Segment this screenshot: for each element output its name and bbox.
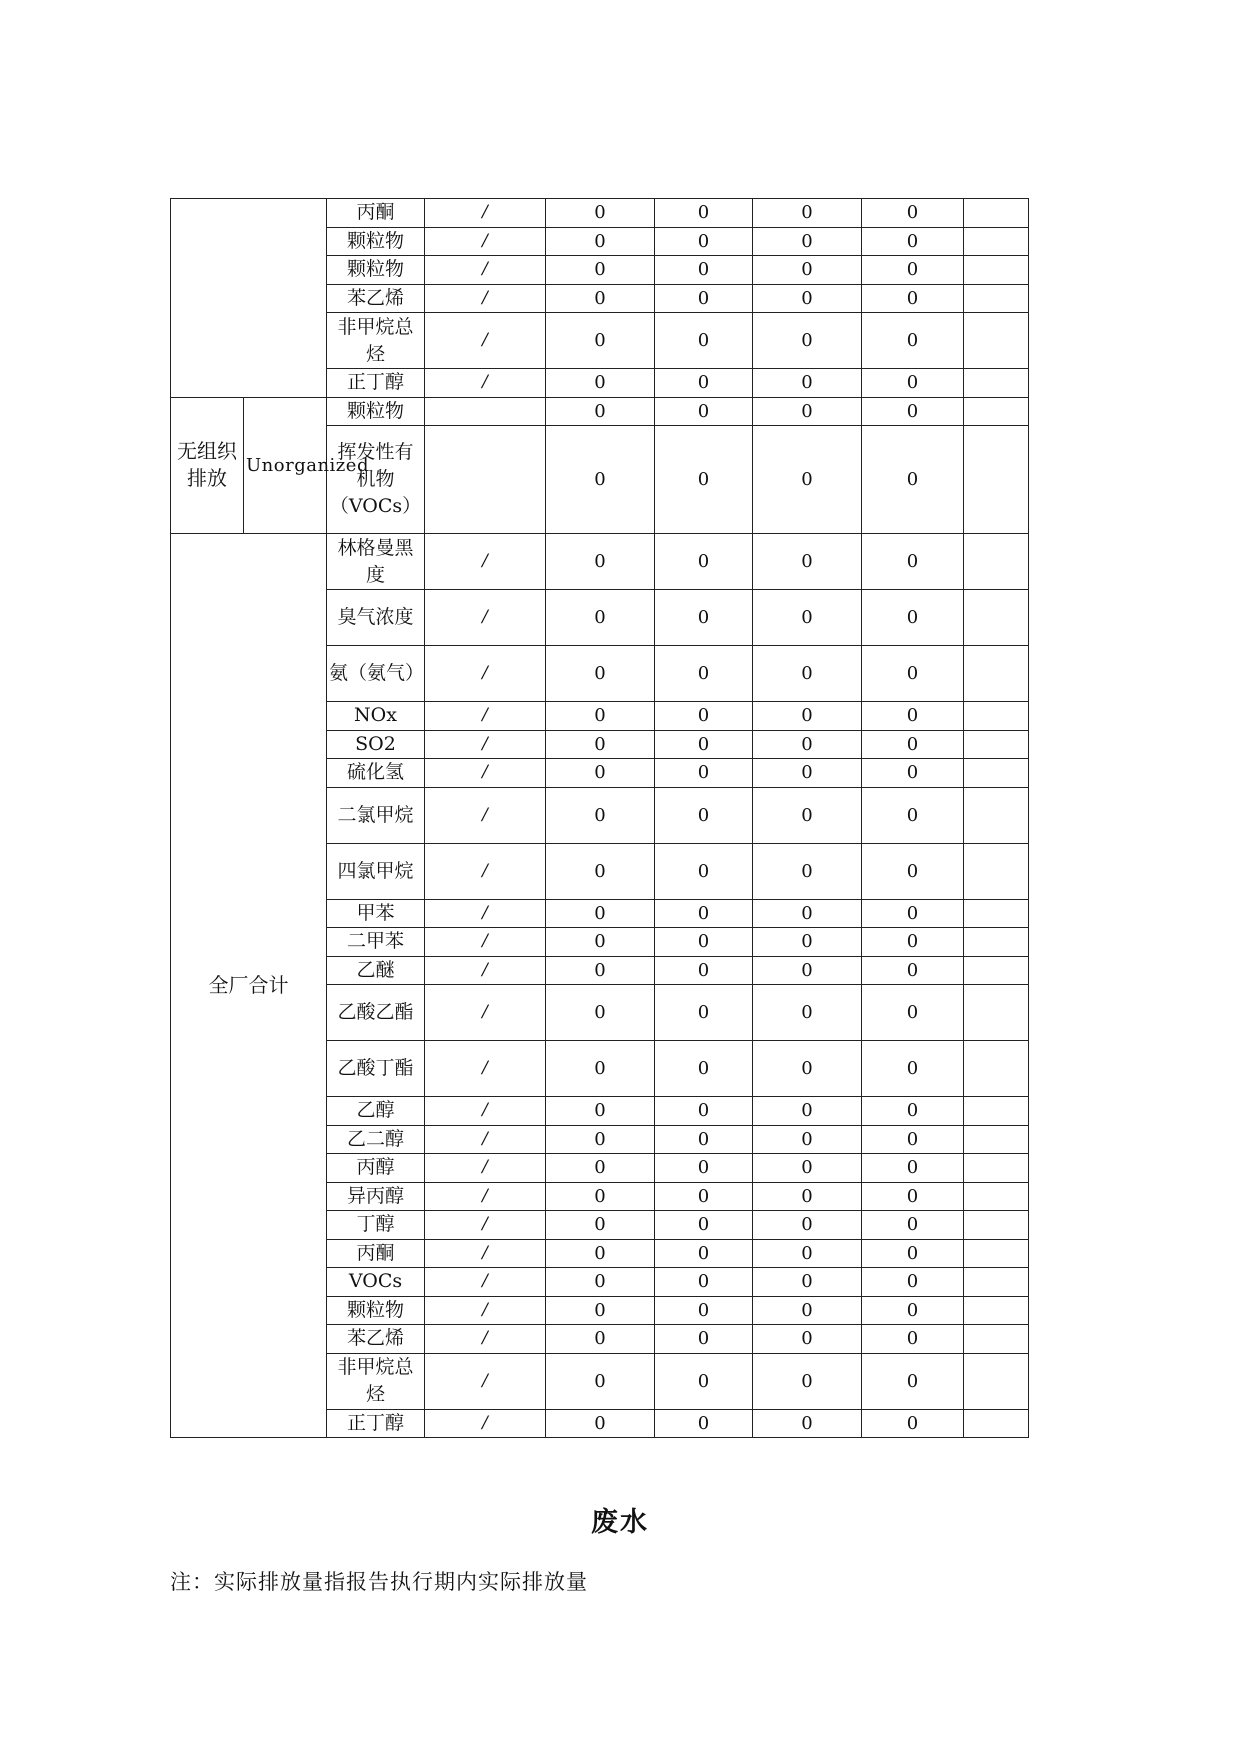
value-cell: 0 (546, 956, 655, 985)
value-cell: 0 (862, 759, 964, 788)
value-cell: 0 (655, 313, 753, 369)
pollutant-name: 甲苯 (327, 899, 425, 928)
value-cell: 0 (546, 1211, 655, 1240)
value-cell: 0 (753, 256, 862, 285)
value-cell: 0 (546, 1296, 655, 1325)
value-cell (964, 899, 1029, 928)
pollutant-name: 颗粒物 (327, 256, 425, 285)
value-cell: 0 (862, 1325, 964, 1354)
value-cell: 0 (753, 899, 862, 928)
value-cell: 0 (753, 1211, 862, 1240)
pollutant-name: 二氯甲烷 (327, 787, 425, 843)
pollutant-name: 异丙醇 (327, 1182, 425, 1211)
value-cell: 0 (546, 1182, 655, 1211)
value-cell (964, 284, 1029, 313)
value-cell (964, 985, 1029, 1041)
value-cell: 0 (753, 843, 862, 899)
value-cell: 0 (862, 702, 964, 731)
value-cell: 0 (753, 590, 862, 646)
value-cell: 0 (546, 730, 655, 759)
value-cell: 0 (546, 1239, 655, 1268)
value-cell: 0 (655, 1211, 753, 1240)
value-cell: 0 (753, 702, 862, 731)
value-cell: 0 (655, 1125, 753, 1154)
pollutant-name: VOCs (327, 1268, 425, 1297)
value-cell: 0 (655, 1154, 753, 1183)
value-cell: 0 (655, 1268, 753, 1297)
separator-cell: / (425, 1211, 546, 1240)
value-cell: 0 (753, 369, 862, 398)
value-cell: 0 (655, 1041, 753, 1097)
separator-cell: / (425, 787, 546, 843)
separator-cell (425, 426, 546, 534)
separator-cell: / (425, 256, 546, 285)
pollutant-name: 乙酸丁酯 (327, 1041, 425, 1097)
value-cell: 0 (546, 1409, 655, 1438)
value-cell: 0 (546, 787, 655, 843)
value-cell (964, 1239, 1029, 1268)
emissions-table (170, 198, 1029, 1438)
separator-cell: / (425, 985, 546, 1041)
value-cell: 0 (655, 1409, 753, 1438)
group-label: 全厂合计 (171, 534, 327, 1438)
pollutant-name: 硫化氢 (327, 759, 425, 788)
pollutant-name: 非甲烷总烃 (327, 1353, 425, 1409)
pollutant-name: 乙酸乙酯 (327, 985, 425, 1041)
value-cell (964, 227, 1029, 256)
value-cell: 0 (862, 646, 964, 702)
pollutant-name: 挥发性有机物（VOCs） (327, 426, 425, 534)
value-cell: 0 (546, 1154, 655, 1183)
value-cell (964, 369, 1029, 398)
separator-cell: / (425, 928, 546, 957)
pollutant-name: 苯乙烯 (327, 284, 425, 313)
emissions-table-container (170, 198, 1028, 1438)
separator-cell: / (425, 1182, 546, 1211)
value-cell: 0 (862, 1239, 964, 1268)
pollutant-name: 乙醇 (327, 1097, 425, 1126)
value-cell: 0 (655, 759, 753, 788)
value-cell: 0 (862, 397, 964, 426)
separator-cell: / (425, 534, 546, 590)
value-cell: 0 (862, 534, 964, 590)
value-cell: 0 (655, 256, 753, 285)
pollutant-name: 乙醚 (327, 956, 425, 985)
value-cell (964, 843, 1029, 899)
value-cell: 0 (753, 199, 862, 228)
separator-cell: / (425, 759, 546, 788)
value-cell (964, 956, 1029, 985)
value-cell: 0 (862, 956, 964, 985)
value-cell: 0 (655, 397, 753, 426)
value-cell (964, 1268, 1029, 1297)
value-cell (964, 702, 1029, 731)
value-cell: 0 (655, 227, 753, 256)
value-cell: 0 (655, 284, 753, 313)
separator-cell: / (425, 1125, 546, 1154)
value-cell: 0 (862, 313, 964, 369)
value-cell: 0 (753, 1353, 862, 1409)
pollutant-name: 氨（氨气） (327, 646, 425, 702)
value-cell: 0 (753, 956, 862, 985)
value-cell: 0 (655, 646, 753, 702)
value-cell (964, 1154, 1029, 1183)
value-cell (964, 1211, 1029, 1240)
value-cell: 0 (655, 199, 753, 228)
value-cell: 0 (546, 369, 655, 398)
value-cell: 0 (546, 227, 655, 256)
pollutant-name: 丙醇 (327, 1154, 425, 1183)
value-cell: 0 (655, 843, 753, 899)
value-cell: 0 (655, 1353, 753, 1409)
pollutant-name: 丁醇 (327, 1211, 425, 1240)
group-label-en: Unorganized (244, 397, 327, 534)
value-cell: 0 (546, 1325, 655, 1354)
value-cell: 0 (862, 1097, 964, 1126)
separator-cell: / (425, 1097, 546, 1126)
value-cell (964, 1325, 1029, 1354)
value-cell: 0 (753, 1325, 862, 1354)
value-cell: 0 (655, 590, 753, 646)
value-cell (964, 1041, 1029, 1097)
value-cell: 0 (862, 1182, 964, 1211)
value-cell: 0 (753, 1041, 862, 1097)
value-cell: 0 (546, 899, 655, 928)
value-cell: 0 (862, 426, 964, 534)
value-cell: 0 (546, 985, 655, 1041)
value-cell: 0 (862, 899, 964, 928)
value-cell: 0 (862, 369, 964, 398)
value-cell: 0 (753, 534, 862, 590)
value-cell: 0 (655, 899, 753, 928)
value-cell: 0 (546, 426, 655, 534)
value-cell (964, 256, 1029, 285)
pollutant-name: 丙酮 (327, 1239, 425, 1268)
value-cell (964, 1409, 1029, 1438)
value-cell: 0 (862, 985, 964, 1041)
value-cell (964, 730, 1029, 759)
separator-cell: / (425, 284, 546, 313)
value-cell: 0 (753, 1154, 862, 1183)
value-cell: 0 (862, 928, 964, 957)
value-cell: 0 (546, 1097, 655, 1126)
section-heading-wastewater: 废水 (591, 1507, 649, 1538)
value-cell (964, 1182, 1029, 1211)
separator-cell: / (425, 843, 546, 899)
separator-cell: / (425, 1409, 546, 1438)
pollutant-name: 颗粒物 (327, 397, 425, 426)
separator-cell: / (425, 1239, 546, 1268)
value-cell: 0 (655, 369, 753, 398)
value-cell (964, 534, 1029, 590)
separator-cell: / (425, 702, 546, 731)
group-label-cn: 无组织排放 (171, 397, 244, 534)
value-cell: 0 (546, 590, 655, 646)
separator-cell: / (425, 369, 546, 398)
value-cell: 0 (753, 397, 862, 426)
separator-cell: / (425, 313, 546, 369)
value-cell: 0 (753, 646, 862, 702)
value-cell: 0 (862, 1409, 964, 1438)
value-cell: 0 (655, 928, 753, 957)
value-cell: 0 (546, 1353, 655, 1409)
value-cell (964, 313, 1029, 369)
value-cell: 0 (862, 730, 964, 759)
table-row (171, 534, 1029, 590)
value-cell: 0 (655, 1097, 753, 1126)
separator-cell: / (425, 1296, 546, 1325)
table-row (171, 199, 1029, 228)
value-cell: 0 (546, 928, 655, 957)
separator-cell: / (425, 646, 546, 702)
value-cell (964, 759, 1029, 788)
pollutant-name: 颗粒物 (327, 227, 425, 256)
value-cell: 0 (862, 227, 964, 256)
pollutant-name: 非甲烷总烃 (327, 313, 425, 369)
value-cell: 0 (753, 730, 862, 759)
value-cell: 0 (546, 759, 655, 788)
value-cell: 0 (546, 1125, 655, 1154)
separator-cell: / (425, 899, 546, 928)
value-cell: 0 (655, 426, 753, 534)
separator-cell: / (425, 1154, 546, 1183)
value-cell: 0 (753, 1296, 862, 1325)
value-cell (964, 1097, 1029, 1126)
value-cell: 0 (546, 397, 655, 426)
value-cell: 0 (753, 313, 862, 369)
pollutant-name: 苯乙烯 (327, 1325, 425, 1354)
value-cell: 0 (862, 1041, 964, 1097)
pollutant-name: 四氯甲烷 (327, 843, 425, 899)
value-cell: 0 (655, 730, 753, 759)
value-cell: 0 (862, 1268, 964, 1297)
pollutant-name: 丙酮 (327, 199, 425, 228)
value-cell (964, 1296, 1029, 1325)
value-cell (964, 426, 1029, 534)
separator-cell (425, 397, 546, 426)
value-cell (964, 787, 1029, 843)
pollutant-name: 林格曼黑度 (327, 534, 425, 590)
pollutant-name: 正丁醇 (327, 1409, 425, 1438)
value-cell: 0 (862, 1211, 964, 1240)
value-cell: 0 (546, 1041, 655, 1097)
pollutant-name: NOx (327, 702, 425, 731)
separator-cell: / (425, 730, 546, 759)
value-cell: 0 (546, 534, 655, 590)
value-cell: 0 (655, 1239, 753, 1268)
value-cell: 0 (753, 1268, 862, 1297)
value-cell: 0 (655, 787, 753, 843)
value-cell: 0 (546, 702, 655, 731)
value-cell (964, 397, 1029, 426)
value-cell: 0 (753, 787, 862, 843)
value-cell: 0 (655, 1325, 753, 1354)
value-cell: 0 (862, 284, 964, 313)
value-cell: 0 (862, 590, 964, 646)
value-cell: 0 (753, 928, 862, 957)
table-row (171, 397, 1029, 426)
value-cell: 0 (753, 985, 862, 1041)
value-cell: 0 (655, 956, 753, 985)
value-cell: 0 (862, 1125, 964, 1154)
value-cell (964, 646, 1029, 702)
value-cell: 0 (862, 787, 964, 843)
value-cell: 0 (753, 227, 862, 256)
value-cell (964, 1125, 1029, 1154)
separator-cell: / (425, 1353, 546, 1409)
group-label (171, 199, 327, 398)
value-cell: 0 (753, 284, 862, 313)
pollutant-name: 乙二醇 (327, 1125, 425, 1154)
value-cell: 0 (655, 534, 753, 590)
value-cell: 0 (655, 985, 753, 1041)
value-cell (964, 928, 1029, 957)
value-cell (964, 590, 1029, 646)
value-cell: 0 (655, 702, 753, 731)
value-cell: 0 (753, 759, 862, 788)
value-cell: 0 (546, 199, 655, 228)
value-cell (964, 199, 1029, 228)
value-cell: 0 (753, 1239, 862, 1268)
pollutant-name: 正丁醇 (327, 369, 425, 398)
pollutant-name: 二甲苯 (327, 928, 425, 957)
separator-cell: / (425, 1325, 546, 1354)
value-cell (964, 1353, 1029, 1409)
value-cell: 0 (862, 199, 964, 228)
separator-cell: / (425, 227, 546, 256)
separator-cell: / (425, 1268, 546, 1297)
pollutant-name: SO2 (327, 730, 425, 759)
separator-cell: / (425, 590, 546, 646)
value-cell: 0 (753, 1409, 862, 1438)
separator-cell: / (425, 956, 546, 985)
value-cell: 0 (546, 646, 655, 702)
value-cell: 0 (753, 1182, 862, 1211)
value-cell: 0 (546, 313, 655, 369)
pollutant-name: 臭气浓度 (327, 590, 425, 646)
value-cell: 0 (655, 1182, 753, 1211)
value-cell: 0 (862, 843, 964, 899)
value-cell: 0 (862, 256, 964, 285)
value-cell: 0 (862, 1296, 964, 1325)
separator-cell: / (425, 199, 546, 228)
value-cell: 0 (862, 1353, 964, 1409)
value-cell: 0 (546, 256, 655, 285)
value-cell: 0 (655, 1296, 753, 1325)
pollutant-name: 颗粒物 (327, 1296, 425, 1325)
value-cell: 0 (546, 843, 655, 899)
separator-cell: / (425, 1041, 546, 1097)
value-cell: 0 (862, 1154, 964, 1183)
value-cell: 0 (753, 1125, 862, 1154)
value-cell: 0 (753, 426, 862, 534)
value-cell: 0 (753, 1097, 862, 1126)
footnote: 注：实际排放量指报告执行期内实际排放量 (170, 1570, 588, 1594)
value-cell: 0 (546, 1268, 655, 1297)
value-cell: 0 (546, 284, 655, 313)
